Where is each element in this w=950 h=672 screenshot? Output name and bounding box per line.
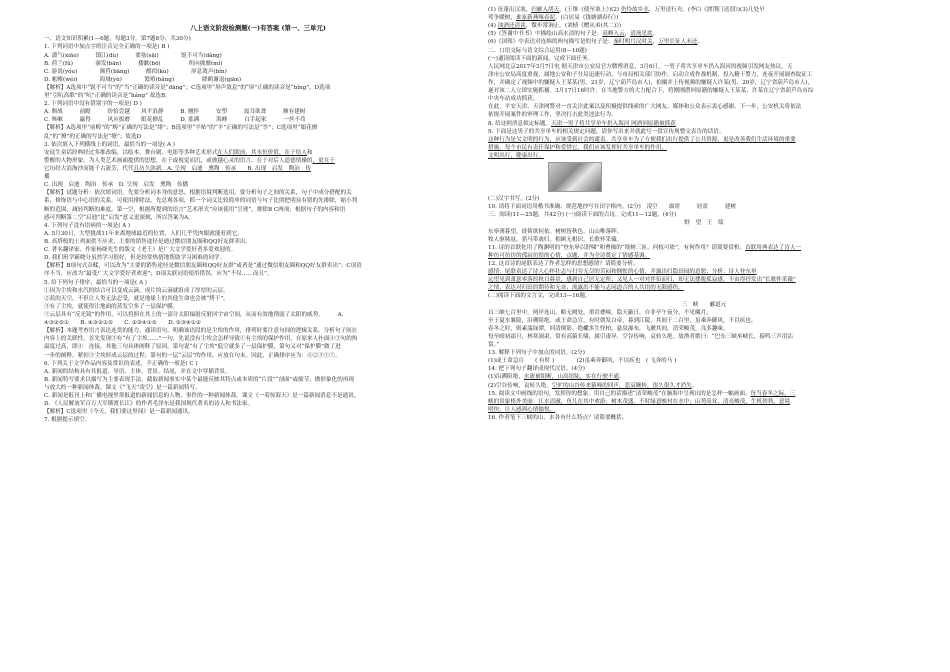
text-line: C. 游说(yóu) 颠舀(bāng) 酷似(kù) 屏息敛声(bǐn) [44,68,227,75]
text-line: 裳。” [488,342,500,349]
text-line: (2)空谷传响，哀转久绝。空旷的山谷传来猿啼的回声，悲哀婉转，很久很久才消失。 [488,382,698,389]
text-line: 12. 这首诗的尾联表达了作者怎样的思想感情？请简要分析。 [488,260,639,267]
page-title: 八上语文阶段检测题(一)有答案 (第一、三单元) [190,24,326,32]
text-line: ②蓝的天空，不但让人类无法忍受，就是地球上的其他生命也会被“烤干”。 [44,295,229,302]
text-line: 14. 把下列句子翻译成现代汉语。(4分) [488,366,585,373]
text-line: D. 帐帷(wéi) 海域(yù) 繁殖(bǎng) 降鹤谢退(qiān) [44,76,242,83]
text-line: 【解析】本题考查语言表达连贯的能力，通读语句，明确该语段的是尘埃的作用，排列时要注意句间的逻辑关系。分析句子间在 [44,328,358,335]
text-line: ①因为尘埃和水汽的结合可以变成云滴，成片的云滴就组成了厚厚的云层。 [44,287,229,294]
text-line: 一步的阐释，紧扣③尘埃形成云层的过程；第句的一层“云层”的作用，应放在句末。因此，正确排序应为：④②③①⑤。 [44,352,341,359]
text-line: A. 颓战 前瞻 纷恰尝越 风平浪静 B. 翘怀 安塑 震耳欲聋 额有建树 [44,109,306,116]
text-line: 春冬之时，则素湍绿潭，回清倒影。绝巘多生怪柏，悬泉瀑布，飞漱其间，清荣峻茂，良多趣味。 [488,325,729,332]
text-line: B. 荷兰(fù) 颁发(bān) 搂歉(bō) 所向披靡(mǐ) [44,60,223,67]
text-line: 安徒生童话经典经过多维改编，以绘本、舞台剧、电影等多种艺术形式在人们眼前，其永恒价值，在于给人和 [44,149,313,156]
text-line: ⑤云层具有“反光镜”的作用，可以将照在其上的一部分太阳辐射反射回宇宙空间，从而有效地削弱了太阳的威势。 A. [44,312,344,318]
text-line: 每至晴初霜旦，林寒涧肃，常有高猿长啸，属引凄异，空谷传响，哀转久绝。故渔者歌曰：“巴东三峡巫峡长，猿鸣三声泪沾 [488,333,793,340]
text-line: 作，并确定了视频中的嫌疑人王某某(男，21岁，辽宁葫芦岛市人)，拍摄并上传视频的嫌疑人许某(男，20岁，辽宁省葫芦岛市人)， [488,79,814,86]
text-line: A. 新闻的结构具有其报道、导语、主体、背景、结尾，并在文中穿插背景。 [44,368,231,375]
text-line: 远望见到萧瑟零落的秋日暮景，感到自己居无定所；又见人一对对伴侣而归，却无法摆脱孤寂感，不由得抒发出“长歌怀采薇” [488,277,796,284]
text-line: 在此，平安天津、天津网警对一直关注此案以及积极提供线索的广大网友、媒体和公众表示衷心感谢。下一步，公安机关将依法 [488,104,802,111]
text-line: 内容上的关联性，首先发现③有“有了尘埃……”一句，先说没有尘埃会怎样导致①有尘埃的保护作用，在原来人扑面④③句的热 [44,336,358,343]
text-line: (二)阅读下面的文言文，完成13—16题。 [488,293,591,300]
left-text-block [44,35,472,424]
text-line: 文明出行，健康出行。 [488,152,544,159]
text-line: ③有了尘埃，就使得注地面的蒸发空多了一层保护膜。 [44,303,179,310]
text-line: 人民网北京2017年3月7日电 据天津市公安局官方微博消息，3月6日，一男子将共享单车扔入海河的视频引发网友热议，天 [488,63,793,70]
text-line: B. 高塔般的土鸡面供不应求，主要的销售途径是通过微信朋友圈和QQ好友群卖出。 [44,239,252,246]
text-line: (1)沿溯阻绝，水流被阻断，山高崖陡，实在行驶不通。 [488,374,625,381]
text-line: D. 《人民解放军百万大军横渡长江》的作者毛泽东是我国现代著名的诗人和书法家。 [44,401,254,408]
text-line: 15. 阅读文中画线的语句，发挥你的想象，用自己的话描述“清荣峻茂”在脑海中呈现出的是怎样一幅画面。每当春冬之际，三 [488,390,796,397]
text-line: 【解析】A选项里“前畴”的“畴”正确的写法是“绯”；B选项里“平贴”的“平”正确的写法是“孪”；C选项里“眼花撩 [44,125,318,132]
text-line: 【解析】B项句式杂糅，可以改为“主要的销售途径是微信朋友圈和QQ好友群”或者是“通过微信朋友圈和QQ好友群卖出”；C项语 [44,263,362,270]
text-line: 1. 下列词语中加点字的注音完全正确的一项是( B ) [44,44,170,51]
text-line: 措施，每个市民有责任保护和爱惜它，我们应该发挥好共享单车的作用， [488,144,668,151]
text-line: (4) 浊酒还清谈，微步常涧止。(刘桢《赠从弟(其二)》) [488,23,622,30]
text-line: 津市公安局高度重视，属地公安和子分局迅速行动，与市局相关部门协作，启动合成作战机制，投入精干警力，连夜开展调查取证工 [488,71,813,78]
text-line: 2. 下列词语中没有错别字的一项是( D ) [44,101,142,108]
text-line: 【解析】C选项里《今天，我们要这里闯》是一篇新闻通讯。 [44,409,194,416]
text-line: 这种行为是欠文明的行为，应该受到社会的谴责。共享单车为了方便我们出行提供了公共资源，更是改善我们生活环境的重要 [488,136,796,143]
text-line: 依规开展案件的审理工作，坚决打击此类违法行为。 [488,112,617,119]
text-line: 温度过高，即④ 连接，其他三句具体阐释了原因。第句说“有了尘埃”低空就多了一层保护膜，第句又对“保护膜”做了进 [44,344,341,351]
text-line: 16. 作者笔下三峡的山、水各有什么特点？请简要概括。 [488,415,628,422]
text-line: (1) 征蓬出汉塞，归雁入胡天。(王维《使至塞上》)(2) 仍怜故乡水，万里送行舟。(李白《渡荆门送别》)(3)几处早 [488,7,765,13]
text-line: 明快，让人感到心情愉悦。 [488,406,556,413]
text-line: 种彷可彷彷的孤寂彷徨的心情，点题；并为全诗奠定了情感基调。 [488,252,651,259]
poem-title: 野 望 王 绩 [684,220,724,227]
text-line: C. 新闻是报刊上和广播电视里常报道的新闻信息的人物、事件的一种新闻体裁。课文《一着惊海天》是一篇新闻消息不是通讯。 [44,393,360,400]
text-line: 至于夏水襄陵，沿溯阻绝。或王命急宣，有时朝发白帝，暮到江陵，其间千二百里，虽乘奔御风，不以疾也。 [488,317,757,324]
text-line: (1)或王命急宣 ( 有时 ) (2)虽乘奔御风，不以疾也 ( 飞奔的马 ) [488,358,677,365]
text-line: 之情，表达对归田的期待和无奈，流露出不能与志同道合的人共语的无限感伤。 [488,285,684,292]
text-line: 感可判断第二空“启迪”比“启发”意义更深刻，所以答案为A。 [44,214,194,221]
text-line: 自三峡七百里中，两岸连山，略无阙处。重岩叠嶂，隐天蔽日，自非亭午夜分，不见曦月。 [488,309,712,316]
text-line: 5. 给下列句子排序，最恰当的一项是( A ) [44,279,147,286]
text-line: 遂对该二人立即实施抓捕。3月17日16时许，在当地警方的大力配合下，将刚刚潜回原籍的嫌疑人王某某，许某在辽宁省葫芦岛市综 [488,88,814,95]
text-line: 它历经大浪淘沙而能千古流芳，代代且历久弥新。A. 呈现 启迪 熏陶 传承 B. 出现 启发 陶冶 传 [44,166,311,173]
text-line: D. 我们班学霸晓分虽然学习很好，但是经常热情地帮助学习困难的同学。 [44,255,226,262]
text-line: 里“引吭高歌”的“吭”正确的读音是“háng” 故选B。 [44,93,171,100]
text-line: C. 出现 启迪 陶冶 传承 D. 呈现 启发 熏陶 传播 [44,182,189,189]
text-line: 8. 给这则消息拟定标题。天津一男子将共享单车扔入海河 网酒回原籍被抓获 [488,120,676,127]
text-line: 牧人驱犊返，猎马带禽归。相顾无相识，长歌怀采薇。 [488,236,623,243]
text-line: C. 著名翻译家、作家杨绛先生的版文《老王》是广大文学爱好者多爱欢迎的。 [44,247,237,254]
text-line: 4. 下列句子没有语病的一项是( A ) [44,222,131,229]
text-line: A. 潇气(xiāo) 镇江(dù) 要塞(sāi) 锐不可当(dǎng) [44,52,222,59]
text-line: 播 [44,174,50,181]
text-line: B. 新闻特写要求以描写为主要表现手法，截取新闻事实中某个最能反映其特点或本质的“片段”“剖面”或细节，做形象化的再现 [44,376,354,383]
text-line: 13. 解释下列句子中加点的词语。(2分) [488,350,585,357]
text-line: A. 5月30日，大型挑战11年来离地球最近的位置，人们几乎凭肉眼就能看到它。 [44,230,243,237]
text-line: 中央车站成功抓获。 [488,96,539,103]
text-line: 乱”的“撩”的正确的写法是“缭”；故选D [44,133,142,140]
text-line: C. 咳嗽 赢得 风应拔磨 眼花撩乱 D. 涨满 海峰 白手起家 一丝不苟 [44,117,306,124]
text-line: (二)汉字书写。(2分) [488,196,540,203]
text-line: (一)通读阅读下面的新闻，完成下面任务。 [488,55,594,62]
text-line: 3. 依次填入下列横线上的词语，最恰当的一项是( A ) [44,141,175,148]
text-line: 【解析】试题分析：依次填词语。先要分析词本身的意思，根据语境判断选用，要分析句子之间的关系，句子中成分搭配的关 [44,190,352,197]
poem-title: 三 峡 郦道元 [681,301,727,308]
text-line: 6. 下列关于文学作品内容及常识的表述，不正确的一项是( C ) [44,360,198,367]
text-line: ④③②⑤① B. ④③②①⑤ C. ②③④①⑤ D. ⑤③④①② [44,320,202,327]
text-line: 东皋薄暮望，徙倚欲何依。树树皆秋色，山山唯落晖。 [488,228,623,235]
text-line: 9. 下面是这男子的共享单车的相关规定问题，请你写出来并就此写一段宣传规整文表告的话语。 [488,128,725,135]
text-line: 与放大的一种新闻体裁。课文《“飞天”凌空》是一篇新闻特写。 [44,384,201,391]
text-line: 莺争暖树，谁家新燕啄春泥。(白居易《钱塘湖春行》) [488,15,619,22]
text-line: 断的范围，减轻判断的难度。第一空，根据所提到的语言“艺术形式”应该使用“呈现”，排除B C两项；根据句子的内容和语 [44,206,346,213]
bike-photo [548,162,602,192]
text-line: 7. 根据提示填空。 [44,417,91,424]
text-line: 二、口语交际与语文综合运用(8—10题) [488,47,587,54]
text-line: 系，修饰语与中心语的关系。可使用排除法，先总观各项，抓一个词义比较简单的词语与句子比照把明显有错的先排除，缩小判 [44,198,358,205]
text-line: 三、阅读(11—25题，共42分) (一)阅读下面的古诗，完成11—12题。(4分) [488,212,677,219]
right-column [488,6,920,668]
text-line: 感情：尾联表达了诗人心怀壮志与扫穷无尽的苦闷和惆怅的心情，并露出归隐田园的意愿；分析：诗人登东皋 [488,269,757,276]
text-line: 11. 诗的首联化用了陶渊明的“登东皋以舒啸”和曹操的“绕树三匝，何枝可依”，有何作用？请简要赏析。首联用典表达了诗人一 [488,244,802,251]
text-line: (5)《答谢中书书》中描绘山高水清的句子是：高峰入云，清流见底。 [488,31,659,38]
text-line: 一、语文知识积累(1—6题，每题3分，第7题8分，共30分) [44,36,191,43]
right-text-block [488,6,920,422]
text-line: 警醒的人物形象，为人类艺术画面提供的思想，在于或视觉而沉，或彼越心灵的语言，在于对后人道德情操的，更在于 [44,157,335,164]
text-line: 序不当，应改为“最受广大文学爱好者欢迎”；D项关联词语使用错误，应为“不仅……而且”。 [44,271,273,278]
text-line: 【解析】A选项中“锐不可当”的“当”正确的读音是“dāng”；C选项里“屏声敛息”的“屏”正确的读音是“bǐng”，D选项 [44,84,331,91]
text-line: 10. 请将下面词语用楷书准确、规范地抄写在田字格内。(2分) 凌空 霹雳 轻盈 建树 [488,204,736,211]
left-column [44,24,472,668]
text-line: (6)《国殇》中表达对连绵的两句描写是的句子是：秦时明月汉时关，万里长征人未还。 [488,39,703,46]
text-line: 峡的景象格外美丽：江水清澈，鱼儿在其中欢游；树木茂盛，不时绿意映衬在水中；山势高耸，清亮峻茂，生机勃勃，意境 [488,398,791,405]
